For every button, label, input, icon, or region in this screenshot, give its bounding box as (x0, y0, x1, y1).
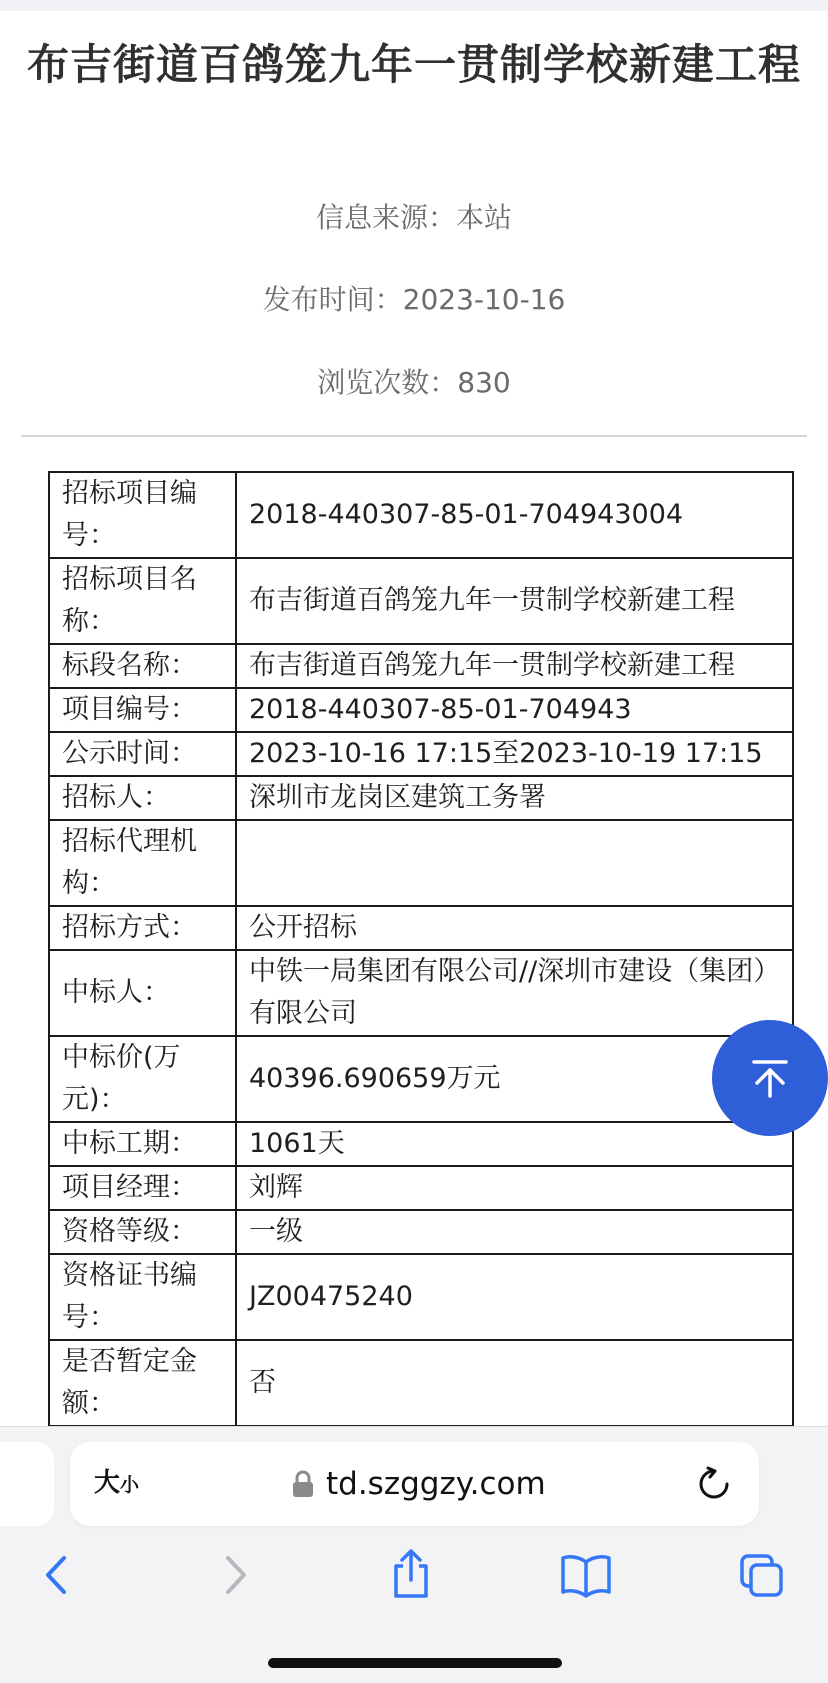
row-value: 否 (236, 1340, 793, 1426)
table-row (49, 1254, 793, 1340)
row-value: 1061天 (236, 1122, 793, 1166)
row-label: 中标工期： (49, 1122, 236, 1166)
status-strip (0, 0, 828, 11)
row-label: 招标人： (49, 776, 236, 820)
table-row (49, 1122, 793, 1166)
row-value: 2023-10-16 17:15至2023-10-19 17:15 (236, 732, 793, 776)
table-row (49, 950, 793, 1036)
text-size-button[interactable] (94, 1462, 139, 1506)
table-row (49, 906, 793, 950)
table-row (49, 1036, 793, 1122)
row-value: 中铁一局集团有限公司//深圳市建设（集团）有限公司 (236, 950, 793, 1036)
row-value (236, 820, 793, 906)
row-value: 公开招标 (236, 906, 793, 950)
row-label: 资格证书编号： (49, 1254, 236, 1340)
row-value: JZ00475240 (236, 1254, 793, 1340)
table-row (49, 1166, 793, 1210)
tabs-icon[interactable] (738, 1552, 786, 1600)
table-row (49, 732, 793, 776)
table-row (49, 776, 793, 820)
reload-icon[interactable] (696, 1466, 732, 1502)
publish-time: 发布时间：2023-10-16 (262, 283, 566, 316)
table-row (49, 472, 793, 558)
row-value: 40396.690659万元 (236, 1036, 793, 1122)
lock-icon (292, 1470, 314, 1498)
chevron-left-icon[interactable] (40, 1550, 76, 1600)
home-indicator[interactable] (268, 1658, 562, 1668)
table-row (49, 1340, 793, 1426)
row-value: 布吉街道百鸽笼九年一贯制学校新建工程 (236, 558, 793, 644)
row-label: 中标价(万元)： (49, 1036, 236, 1122)
table-row (49, 1210, 793, 1254)
row-label: 公示时间： (49, 732, 236, 776)
row-label: 项目经理： (49, 1166, 236, 1210)
row-label: 中标人： (49, 950, 236, 1036)
row-value: 一级 (236, 1210, 793, 1254)
row-value: 刘辉 (236, 1166, 793, 1210)
table-row (49, 820, 793, 906)
row-value: 布吉街道百鸽笼九年一贯制学校新建工程 (236, 644, 793, 688)
arrow-up-to-top-icon (748, 1056, 792, 1100)
previous-tab-peek[interactable] (0, 1442, 54, 1526)
table-row (49, 644, 793, 688)
table-row (49, 558, 793, 644)
book-icon[interactable] (560, 1552, 612, 1598)
chevron-right-icon[interactable] (218, 1550, 254, 1600)
row-label: 招标代理机构： (49, 820, 236, 906)
text-size-big-label: 大 (94, 1468, 121, 1498)
row-value: 深圳市龙岗区建筑工务署 (236, 776, 793, 820)
row-value: 2018-440307-85-01-704943 (236, 688, 793, 732)
row-label: 是否暂定金额： (49, 1340, 236, 1426)
share-icon[interactable] (388, 1548, 434, 1600)
row-value: 2018-440307-85-01-704943004 (236, 472, 793, 558)
table-row (49, 688, 793, 732)
divider (21, 435, 807, 437)
page-title: 布吉街道百鸽笼九年一贯制学校新建工程 (26, 40, 801, 89)
url-text[interactable]: td.szggzy.com (326, 1466, 546, 1502)
bid-info-table (48, 471, 794, 1427)
row-label: 招标方式： (49, 906, 236, 950)
info-source: 信息来源：本站 (315, 201, 512, 234)
row-label: 招标项目名称： (49, 558, 236, 644)
row-label: 招标项目编号： (49, 472, 236, 558)
scroll-to-top-button[interactable] (712, 1020, 828, 1136)
view-count: 浏览次数：830 (317, 366, 511, 399)
row-label: 标段名称： (49, 644, 236, 688)
text-size-small-label: 小 (120, 1474, 140, 1496)
row-label: 项目编号： (49, 688, 236, 732)
row-label: 资格等级： (49, 1210, 236, 1254)
